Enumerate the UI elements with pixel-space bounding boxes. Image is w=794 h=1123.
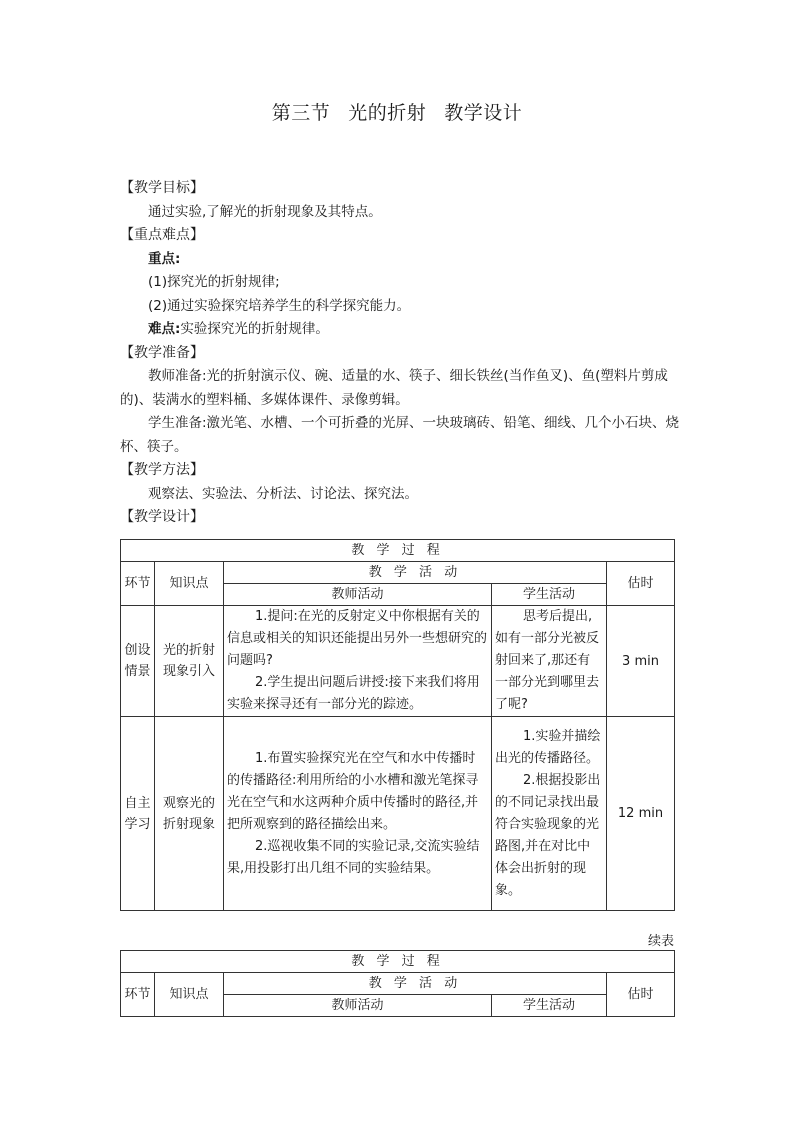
row-teacher-activity bbox=[224, 717, 492, 911]
focus-item-2: (2)通过实验探究培养学生的科学探究能力。 bbox=[148, 297, 411, 314]
methods-heading: 【教学方法】 bbox=[120, 462, 204, 478]
objectives-text: 通过实验,了解光的折射现象及其特点。 bbox=[148, 203, 382, 220]
page-title bbox=[0, 98, 794, 125]
row-time: 3 min bbox=[607, 606, 675, 717]
row-knowledge: 光的折射现象引入 bbox=[155, 606, 224, 717]
teacher-col-header: 教师活动 bbox=[224, 584, 492, 606]
row-knowledge: 观察光的折射现象 bbox=[155, 717, 224, 911]
objectives-heading: 【教学目标】 bbox=[120, 180, 204, 196]
student-col-header: 学生活动 bbox=[492, 995, 607, 1017]
student-step: 思考后提出,如有一部分光被反射回来了,那还有一部分光到哪里去了呢? bbox=[495, 609, 600, 712]
teacher-step: 1.布置实验探究光在空气和水中传播时的传播路径:利用所给的小水槽和激光笔探寻光在空气和水这两种介质中传播时的路径,并把所观察到的路径描绘出来。 bbox=[227, 750, 479, 832]
time-col-header: 估时 bbox=[607, 973, 675, 1017]
title-topic: 光的折射 bbox=[348, 102, 427, 124]
title-section: 第三节 bbox=[271, 102, 331, 124]
focus-item-1: (1)探究光的折射规律; bbox=[148, 274, 280, 290]
row-student-activity bbox=[492, 606, 607, 717]
difficulty-text: 实验探究光的折射规律。 bbox=[180, 321, 329, 337]
row-student-activity bbox=[492, 717, 607, 911]
teaching-process-table bbox=[120, 539, 675, 911]
student-step: 1.实验并描绘出光的传播路径。 bbox=[495, 728, 601, 766]
continued-table bbox=[120, 950, 675, 1017]
difficulty-label: 难点: bbox=[148, 321, 181, 337]
row-stage: 创设情景 bbox=[121, 606, 155, 717]
activity-header: 教 学 活 动 bbox=[224, 562, 607, 584]
methods-text: 观察法、实验法、分析法、讨论法、探究法。 bbox=[148, 485, 418, 502]
knowledge-col-header: 知识点 bbox=[155, 562, 224, 606]
design-heading: 【教学设计】 bbox=[120, 509, 204, 525]
time-col-header: 估时 bbox=[607, 562, 675, 606]
table-row bbox=[121, 606, 675, 717]
continued-label: 续表 bbox=[647, 934, 674, 949]
row-stage: 自主学习 bbox=[121, 717, 155, 911]
preparation-heading: 【教学准备】 bbox=[120, 344, 204, 361]
teacher-step: 2.学生提出问题后讲授:接下来我们将用实验来探寻还有一部分光的踪迹。 bbox=[227, 675, 480, 712]
activity-header: 教 学 活 动 bbox=[224, 973, 607, 995]
key-points-heading: 【重点难点】 bbox=[120, 227, 204, 243]
student-preparation: 学生准备:激光笔、水槽、一个可折叠的光屏、一块玻璃砖、铅笔、细线、几个小石块、烧杯、筷子。 bbox=[120, 415, 680, 455]
table-row bbox=[121, 717, 675, 911]
student-col-header: 学生活动 bbox=[492, 584, 607, 606]
difficulty-line bbox=[120, 318, 680, 342]
stage-col-header: 环节 bbox=[121, 973, 155, 1017]
focus-label: 重点: bbox=[148, 250, 181, 267]
teacher-col-header: 教师活动 bbox=[224, 995, 492, 1017]
teacher-preparation: 教师准备:光的折射演示仪、碗、适量的水、筷子、细长铁丝(当作鱼叉)、鱼(塑料片剪成的)、装满水的塑料桶、多媒体课件、录像剪辑。 bbox=[120, 368, 668, 408]
process-header: 教 学 过 程 bbox=[121, 540, 675, 562]
teacher-step: 1.提问:在光的反射定义中你根据有关的信息或相关的知识还能提出另外一些想研究的问题吗? bbox=[227, 609, 488, 668]
stage-col-header: 环节 bbox=[121, 562, 155, 606]
process-header: 教 学 过 程 bbox=[121, 951, 675, 973]
teacher-step: 2.巡视收集不同的实验记录,交流实验结果,用投影打出几组不同的实验结果。 bbox=[227, 838, 480, 876]
knowledge-col-header: 知识点 bbox=[155, 973, 224, 1017]
row-time: 12 min bbox=[607, 717, 675, 911]
row-teacher-activity bbox=[224, 606, 492, 717]
student-step: 2.根据投影出的不同记录找出最符合实验现象的光路图,并在对比中体会出折射的现象。 bbox=[495, 772, 601, 898]
lesson-body bbox=[120, 177, 680, 530]
title-doc-type: 教学设计 bbox=[444, 102, 523, 124]
